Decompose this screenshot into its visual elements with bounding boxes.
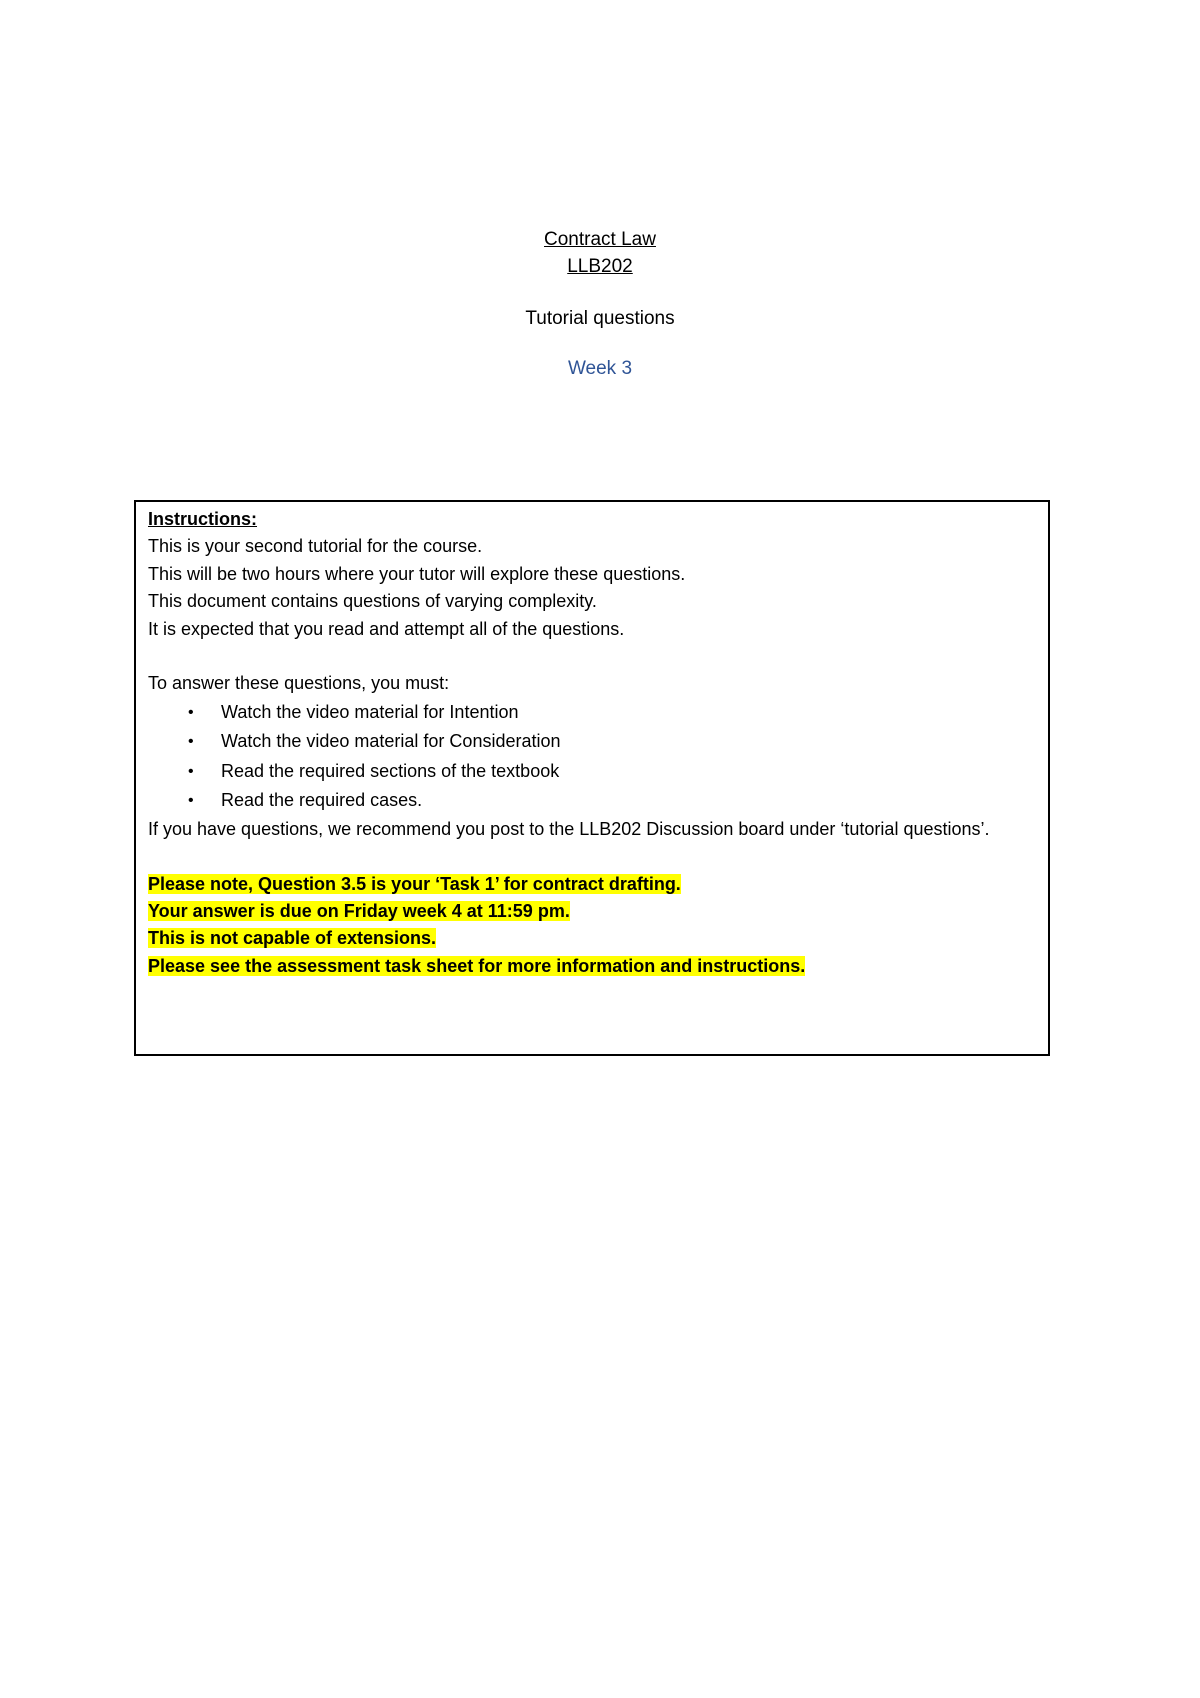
- intro-line: It is expected that you read and attempt all of the questions.: [148, 618, 625, 639]
- list-item: [148, 727, 1038, 757]
- spacer: [148, 843, 1038, 870]
- highlighted-note: Please see the assessment task sheet for more information and instructions.: [148, 955, 806, 976]
- course-code: LLB202: [567, 256, 633, 277]
- highlight-line-wrapper: [148, 925, 1038, 952]
- document-subtitle: Tutorial questions: [525, 308, 675, 329]
- intro-line: This will be two hours where your tutor will explore these questions.: [148, 563, 686, 584]
- week-label: Week 3: [567, 358, 633, 379]
- list-item: [148, 786, 1038, 816]
- discussion-note: If you have questions, we recommend you post to the LLB202 Discussion board under ‘tutorial questions’.: [148, 818, 990, 839]
- highlighted-note: This is not capable of extensions.: [148, 928, 437, 949]
- instructions-box: [134, 500, 1050, 1056]
- title-block: [0, 226, 1200, 382]
- instructions-heading: Instructions:: [148, 509, 258, 529]
- course-title: Contract Law: [544, 229, 656, 250]
- highlight-line-wrapper: [148, 898, 1038, 925]
- intro-line: This is your second tutorial for the course.: [148, 536, 483, 557]
- bullet-icon: •: [188, 703, 194, 721]
- requirements-intro: To answer these questions, you must:: [148, 673, 450, 694]
- requirements-list: [148, 698, 1038, 816]
- list-item-text: Watch the video material for Intention: [221, 701, 519, 722]
- list-item: [148, 698, 1038, 728]
- list-item-text: Read the required sections of the textbook: [221, 760, 560, 781]
- highlight-line-wrapper: [148, 953, 1038, 980]
- highlight-line-wrapper: [148, 871, 1038, 898]
- list-item-text: Watch the video material for Consideration: [221, 731, 561, 752]
- bullet-icon: •: [188, 792, 194, 810]
- highlighted-note: Please note, Question 3.5 is your ‘Task 1’ for contract drafting.: [148, 873, 681, 894]
- highlighted-note: Your answer is due on Friday week 4 at 11:59 pm.: [148, 901, 570, 922]
- list-item: [148, 757, 1038, 787]
- bullet-icon: •: [188, 762, 194, 780]
- list-item-text: Read the required cases.: [221, 790, 423, 811]
- bullet-icon: •: [188, 733, 194, 751]
- spacer: [148, 643, 1038, 670]
- intro-line: This document contains questions of varying complexity.: [148, 591, 597, 612]
